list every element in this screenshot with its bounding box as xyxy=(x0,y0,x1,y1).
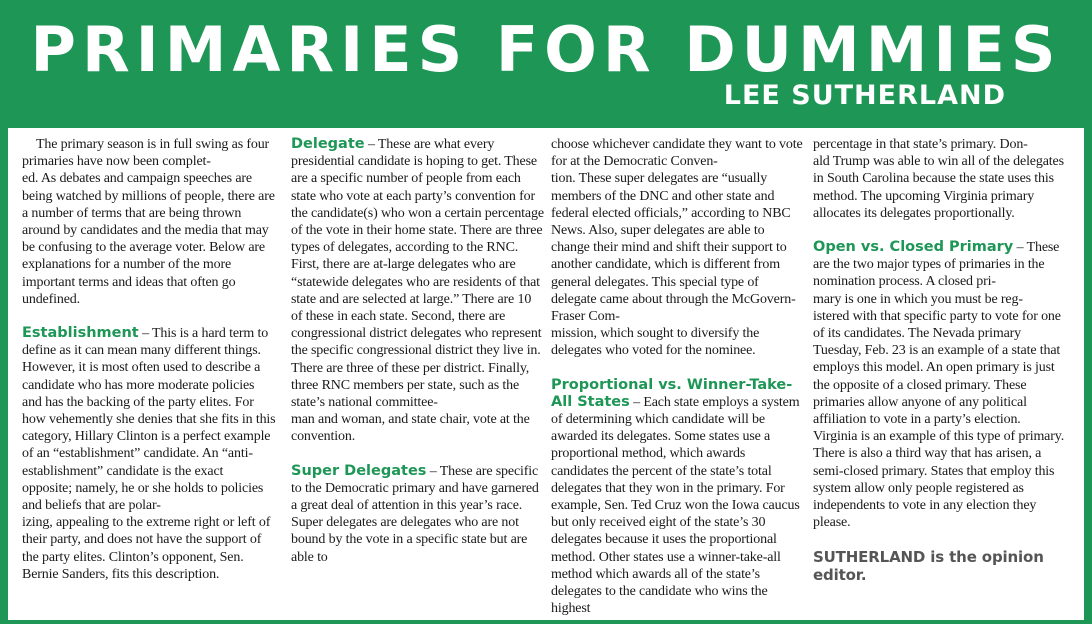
delegate-paragraph: Delegate – These are what every presidential candidate is hoping to get. These are a specific number of people from each state who vote at each party’s convention for the candidate(s) who won a certain percentage of the vote in their home state. There are three types of delegates, according to the RNC. First, there are at-large delegates who are “statewide delegates who are residents of that state and are selected at large.” There are 10 of these in each state. Second, there are congressional district delegates who represent the specific congressional district they live in. There are three of these per district. Finally, three RNC members per state, such as the state’s national committee- man and woman, and state chair, vote at the convention. xyxy=(291,136,544,445)
header-banner xyxy=(0,0,1092,128)
author-signature: SUTHERLAND is the opinion editor. xyxy=(813,548,1044,585)
proportional-paragraph: Proportional vs. Winner-Take-All States – Each state employs a system of determining which candidate will be awarded its delegates. Some states use a proportional method, which awards candidates the percent of the state’s total delegates that they won in the primary. For example, Sen. Ted Cruz won the Iowa caucus but only received eight of the state’s 30 delegates because it uses the proportional method. Other states use a winner-take-all method which awards all of the state’s delegates to the candidate who wins the highest xyxy=(551,376,800,617)
establishment-paragraph: Establishment – This is a hard term to define as it can mean many different things. However, it is most often used to describe a candidate who has more moderate policies and has the backing of the party elites. For how vehemently she denies that she fits in this category, Hillary Clinton is a perfect example of an “establishment” candidate. An “anti-establishment” candidate is the exact opposite; namely, he or she holds to policies and beliefs that are polar- izing, appealing to the extreme right or left of their party, and does not have the support of the party elites. Clinton’s opponent, Sen. Bernie Sanders, fits this description. xyxy=(22,325,276,582)
column-1 xyxy=(22,136,276,583)
super-delegates-paragraph: Super Delegates – These are specific to the Democratic primary and have garnered a great deal of attention in this year’s race. Super delegates are delegates who are not bound by the vote in a specific state but are able to xyxy=(291,462,539,565)
article-body xyxy=(8,128,1084,620)
column-3 xyxy=(551,136,805,617)
byline: LEE SUTHERLAND xyxy=(723,80,1006,111)
intro-paragraph: The primary season is in full swing as four primaries have now been complet- ed. As debates and campaign speeches are being watched by millions of people, there are a number of terms that are being thrown around by candidates and the media that may be confusing to the average voter. Below are explanations for a number of the more important terms and ideas that often go undefined. xyxy=(22,137,275,307)
column-2 xyxy=(291,136,545,566)
proportional-continued: percentage in that state’s primary. Don- ald Trump was able to win all of the delegates in South Carolina because the state uses this method. The upcoming Virginia primary allocates its delegates proportionally. xyxy=(813,137,1064,221)
page-title: PRIMARIES FOR DUMMIES xyxy=(30,13,1062,86)
column-4 xyxy=(813,136,1067,584)
super-delegates-continued: choose whichever candidate they want to vote for at the Democratic Conven- tion. These super delegates are “usually members of the DNC and other state and federal elected officials,” according to NBC News. Also, super delegates are able to change their mind and shift their support to another candidate, which is different from general delegates. This special type of delegate came about through the McGovern-Fraser Com- mission, which sought to diversify the delegates who voted for the nominee. xyxy=(551,137,803,359)
delegate-heading: Delegate xyxy=(291,136,365,152)
proportional-heading: Proportional vs. Winner-Take-All States xyxy=(551,376,793,410)
establishment-heading: Establishment xyxy=(22,325,139,342)
open-closed-paragraph: Open vs. Closed Primary – These are the two major types of primaries in the nomination process. A closed pri- mary is one in which you must be reg- istered with that specific party to vote for one of its candidates. The Nevada primary Tuesday, Feb. 23 is an example of a state that employs this model. An open primary is just the opposite of a closed primary. These primaries allow anyone of any political affiliation to vote in a party’s election. Virginia is an example of this type of primary. There is also a third way that has arisen, a semi-closed primary. States that employ this system allow only people registered as independents to vote in any election they please. xyxy=(813,239,1065,531)
open-closed-heading: Open vs. Closed Primary xyxy=(813,239,1014,256)
super-delegates-heading: Super Delegates xyxy=(291,462,427,479)
